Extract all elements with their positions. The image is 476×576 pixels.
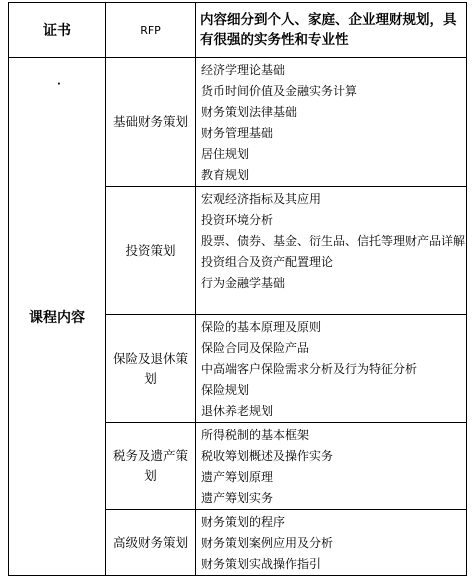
list-item: 所得税制的基本框架 <box>201 428 310 442</box>
list-item: 中高端客户保险需求分析及行为特征分析 <box>201 362 418 376</box>
list-item: 保险的基本原理及原则 <box>201 320 322 334</box>
list-item: 教育规划 <box>201 168 250 182</box>
list-item: 股票、债券、基金、衍生品、信托等理财产品详解 <box>201 234 466 248</box>
list-item: 财务策划法律基础 <box>201 105 298 119</box>
section-row-basic <box>9 58 467 187</box>
category-investment: 投资策划 <box>106 187 196 315</box>
header-description: 内容细分到个人、家庭、企业理财规划，具有很强的实务性和专业性 <box>196 3 467 58</box>
list-item: 保险规划 <box>201 383 250 397</box>
list-item: 财务策划实战操作指引 <box>201 557 322 571</box>
list-item: 退休养老规划 <box>201 404 274 418</box>
list-item: 保险合同及保险产品 <box>201 341 310 355</box>
header-row <box>9 3 467 58</box>
items-insurance <box>196 315 467 423</box>
header-cert: 证书 <box>9 3 106 58</box>
list-item: 税收筹划概述及操作实务 <box>201 449 334 463</box>
items-advanced <box>196 510 467 576</box>
list-item: 投资组合及资产配置理论 <box>201 255 334 269</box>
course-content-cell <box>9 58 106 576</box>
list-item: 遗产筹划原理 <box>201 470 274 484</box>
list-item: 财务策划案例应用及分析 <box>201 536 334 550</box>
list-item: 经济学理论基础 <box>201 63 286 77</box>
category-advanced: 高级财务策划 <box>106 510 196 576</box>
course-content-label: 课程内容 <box>29 309 85 326</box>
list-item: 居住规划 <box>201 147 250 161</box>
items-investment <box>196 187 467 315</box>
list-item: 遗产筹划实务 <box>201 491 274 505</box>
list-item: 宏观经济指标及其应用 <box>201 192 322 206</box>
course-table <box>8 2 467 576</box>
list-item: 投资环境分析 <box>201 213 274 227</box>
bullet-mark: · <box>57 79 61 90</box>
list-item: 财务管理基础 <box>201 126 274 140</box>
category-tax: 税务及遗产策划 <box>106 423 196 510</box>
list-item: 行为金融学基础 <box>201 276 286 290</box>
category-basic: 基础财务策划 <box>106 58 196 187</box>
category-insurance: 保险及退休策划 <box>106 315 196 423</box>
list-item: 货币时间价值及金融实务计算 <box>201 84 358 98</box>
header-rfp: RFP <box>106 3 196 58</box>
items-tax <box>196 423 467 510</box>
list-item: 财务策划的程序 <box>201 515 286 529</box>
items-basic <box>196 58 467 187</box>
